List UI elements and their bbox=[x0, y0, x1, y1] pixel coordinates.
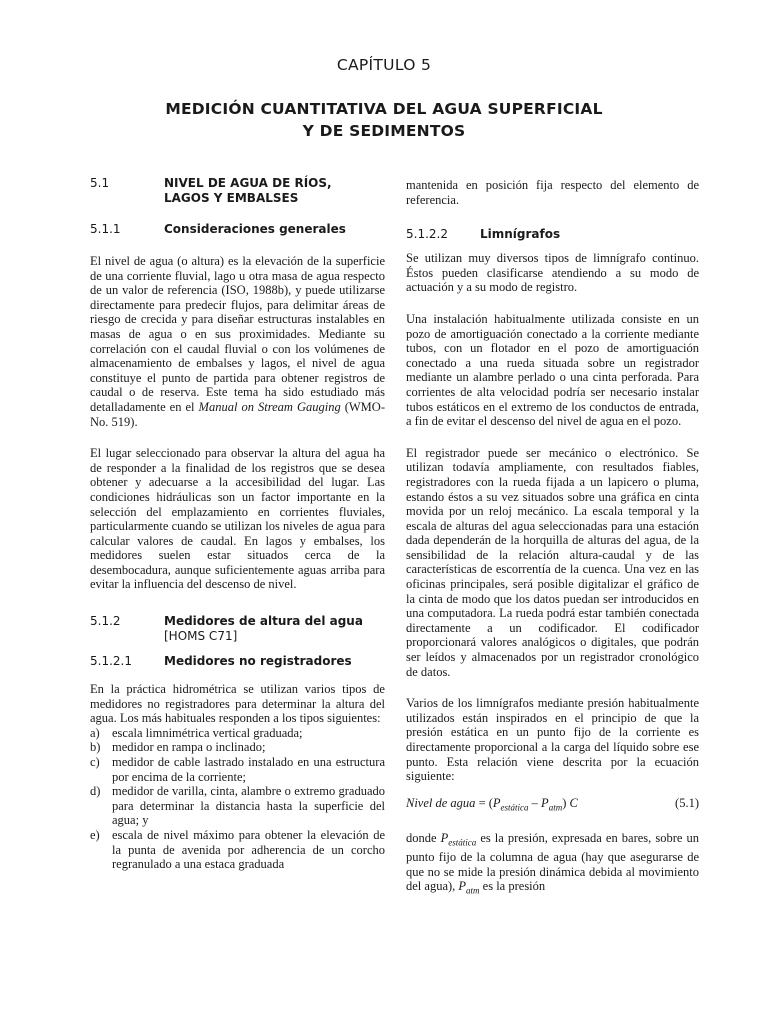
heading-5-1-2 bbox=[90, 614, 385, 644]
eq-symbol: P bbox=[458, 879, 467, 894]
list-item bbox=[90, 740, 385, 755]
left-column bbox=[90, 176, 385, 872]
gauge-type-list bbox=[90, 726, 385, 872]
text: El nivel de agua (o altura) es la elevación de la superficie de una corriente fluvial, lago u otra masa de agua respecto de un valor de referencia (ISO, 1988b), y puede utilizarse directamente para predecir flujos, para delimitar áreas de riesgo de crecida y para diseñar estructuras instalables en masas de agua o en sus proximidades. Mediante su correlación con el caudal fluvial o con los volúmenes de almacenamiento de embalses y lagos, el nivel de agua constituye el punto de partida para obtener registros de caudal o de reserva. Este tema ha sido estudiado más detalladamente en el bbox=[90, 254, 385, 414]
eq-subscript: atm bbox=[466, 885, 480, 896]
eq-minus: – bbox=[528, 795, 542, 810]
eq-symbol: P bbox=[440, 830, 449, 845]
eq-subscript: estática bbox=[500, 802, 529, 813]
equation-body bbox=[406, 796, 578, 815]
eq-lhs: Nivel de agua bbox=[406, 795, 476, 810]
heading-5-1-2-2 bbox=[406, 227, 699, 242]
homs-reference: [HOMS C71] bbox=[164, 629, 238, 644]
heading-5-1 bbox=[90, 176, 385, 206]
list-item bbox=[90, 726, 385, 741]
section-number: 5.1.2 bbox=[90, 614, 121, 629]
section-title-block bbox=[164, 614, 363, 644]
chapter-title-line-2: Y DE SEDIMENTOS bbox=[302, 122, 466, 140]
list-marker: e) bbox=[90, 828, 100, 842]
italic-title: Manual on Stream Gauging bbox=[198, 399, 341, 414]
chapter-title bbox=[0, 98, 768, 142]
equation-number: (5.1) bbox=[675, 795, 699, 810]
eq-symbol: P bbox=[492, 795, 501, 810]
section-number: 5.1.2.1 bbox=[90, 654, 132, 669]
list-marker: c) bbox=[90, 755, 100, 770]
chapter-title-line-1: MEDICIÓN CUANTITATIVA DEL AGUA SUPERFICIAL bbox=[165, 100, 603, 118]
paragraph: Varios de los limnígrafos mediante presión habitualmente utilizados están inspirados en el principio de que la presión estática en un punto fijo de la corriente es directamente proporcional a la carga del líquido sobre ese punto. Esta relación viene descrita por la ecuación siguiente: bbox=[406, 696, 699, 784]
list-text: medidor de varilla, cinta, alambre o extremo graduado para determinar la distancia hasta la superficie del agua; y bbox=[112, 784, 385, 828]
list-text: escala limnimétrica vertical graduada; bbox=[112, 725, 303, 740]
paragraph: Una instalación habitualmente utilizada consiste en un pozo de amortiguación conectado a la corriente mediante tubos, con un flotador en el pozo de amortiguación conectado a una rueda situada sobre un registrador mediante un alambre perlado o una cinta perforada. Para corrientes de alta velocidad podría ser necesario instalar tubos estáticos en el extremo de los conductos de entrada, a fin de evitar el descenso del nivel de agua en el pozo. bbox=[406, 311, 699, 429]
eq-subscript: estática bbox=[448, 837, 477, 848]
heading-5-1-1 bbox=[90, 222, 385, 237]
paragraph: En la práctica hidrométrica se utilizan varios tipos de medidores no registradores para determinar la altura del agua. Los más habituales responden a los tipos siguientes: bbox=[90, 682, 385, 726]
eq-constant: C bbox=[569, 795, 578, 810]
section-number: 5.1 bbox=[90, 176, 110, 190]
heading-5-1-2-1 bbox=[90, 654, 385, 669]
eq-subscript: atm bbox=[548, 802, 563, 813]
list-marker: b) bbox=[90, 740, 101, 755]
paragraph: El lugar seleccionado para observar la altura del agua ha de responder a la finalidad de los registros que se desea obtener y adecuarse a la accesibilidad del lugar. Las condiciones hidráulicas son un factor importante en la selección del emplazamiento en corrientes fluviales, particularmente cuando se utilizan los niveles de agua para calcular valores de caudal. En lagos y embalses, los medidores suelen estar situados cerca de la desembocadura, aunque suficientemente aguas arriba para evitar la influencia del descenso de nivel. bbox=[90, 446, 385, 592]
section-title: Limnígrafos bbox=[480, 227, 561, 242]
eq-paren: ) bbox=[562, 795, 570, 810]
list-marker: d) bbox=[90, 784, 101, 799]
text: donde bbox=[406, 830, 441, 845]
right-column bbox=[406, 178, 699, 915]
list-text: medidor en rampa o inclinado; bbox=[112, 740, 266, 755]
paragraph-continued: mantenida en posición fija respecto del elemento de referencia. bbox=[406, 178, 699, 207]
list-text: medidor de cable lastrado instalado en una estructura por encima de la corriente; bbox=[112, 755, 385, 784]
eq-sign: = ( bbox=[475, 795, 493, 810]
section-number: 5.1.2.2 bbox=[406, 227, 448, 242]
list-text: escala de nivel máximo para obtener la elevación de la punta de avenida por adherencia de un corcho regranulado a una estaca graduada bbox=[112, 828, 385, 872]
list-marker: a) bbox=[90, 725, 100, 740]
list-item bbox=[90, 828, 385, 872]
section-title: Medidores no registradores bbox=[164, 654, 352, 669]
text: es la presión, expresada en bares, sobre un punto fijo de la columna de agua (hay que asegurarse de que no se mide la presión dinámica debida al movimiento del agua), bbox=[406, 830, 699, 894]
section-title: Medidores de altura del agua bbox=[164, 614, 363, 629]
list-item bbox=[90, 784, 385, 828]
paragraph: Se utilizan muy diversos tipos de limnígrafo continuo. Éstos pueden clasificarse atendiendo a su modo de actuación y a su modo de registro. bbox=[406, 251, 699, 295]
section-title: Consideraciones generales bbox=[164, 222, 346, 236]
section-title: NIVEL DE AGUA DE RÍOS, LAGOS Y EMBALSES bbox=[164, 176, 332, 205]
paragraph bbox=[90, 254, 385, 429]
text: es la presión bbox=[479, 879, 546, 894]
equation-5-1 bbox=[406, 796, 699, 815]
paragraph bbox=[406, 831, 699, 898]
paragraph: El registrador puede ser mecánico o electrónico. Se utilizan todavía ampliamente, con resultados fiables, registradores con la rueda fijada a un lapicero o pluma, estando éstos a su vez situados sobre una gráfica en cinta movida por un reloj mecánico. La escala temporal y la escala de alturas del agua seleccionadas para una estación dada dependerán de la horquilla de alturas del agua, de la sensibilidad de la relación altura-caudal y de las características de escorrentía de la cuenca. Una vez en las oficinas principales, será posible digitalizar el gráfico de la cinta de modo que los datos puedan ser introducidos en una computadora. La rueda podrá estar también conectada directamente a un codificador. El codificador proporcionará valores analógicos o digitales, que podrán ser leídos y almacenados por un registrador cronológico de datos. bbox=[406, 445, 699, 679]
eq-symbol: P bbox=[541, 795, 549, 810]
section-number: 5.1.1 bbox=[90, 222, 121, 236]
list-item bbox=[90, 755, 385, 784]
text: (WMO-No. 519). bbox=[90, 399, 385, 429]
chapter-number: CAPÍTULO 5 bbox=[336, 56, 432, 74]
